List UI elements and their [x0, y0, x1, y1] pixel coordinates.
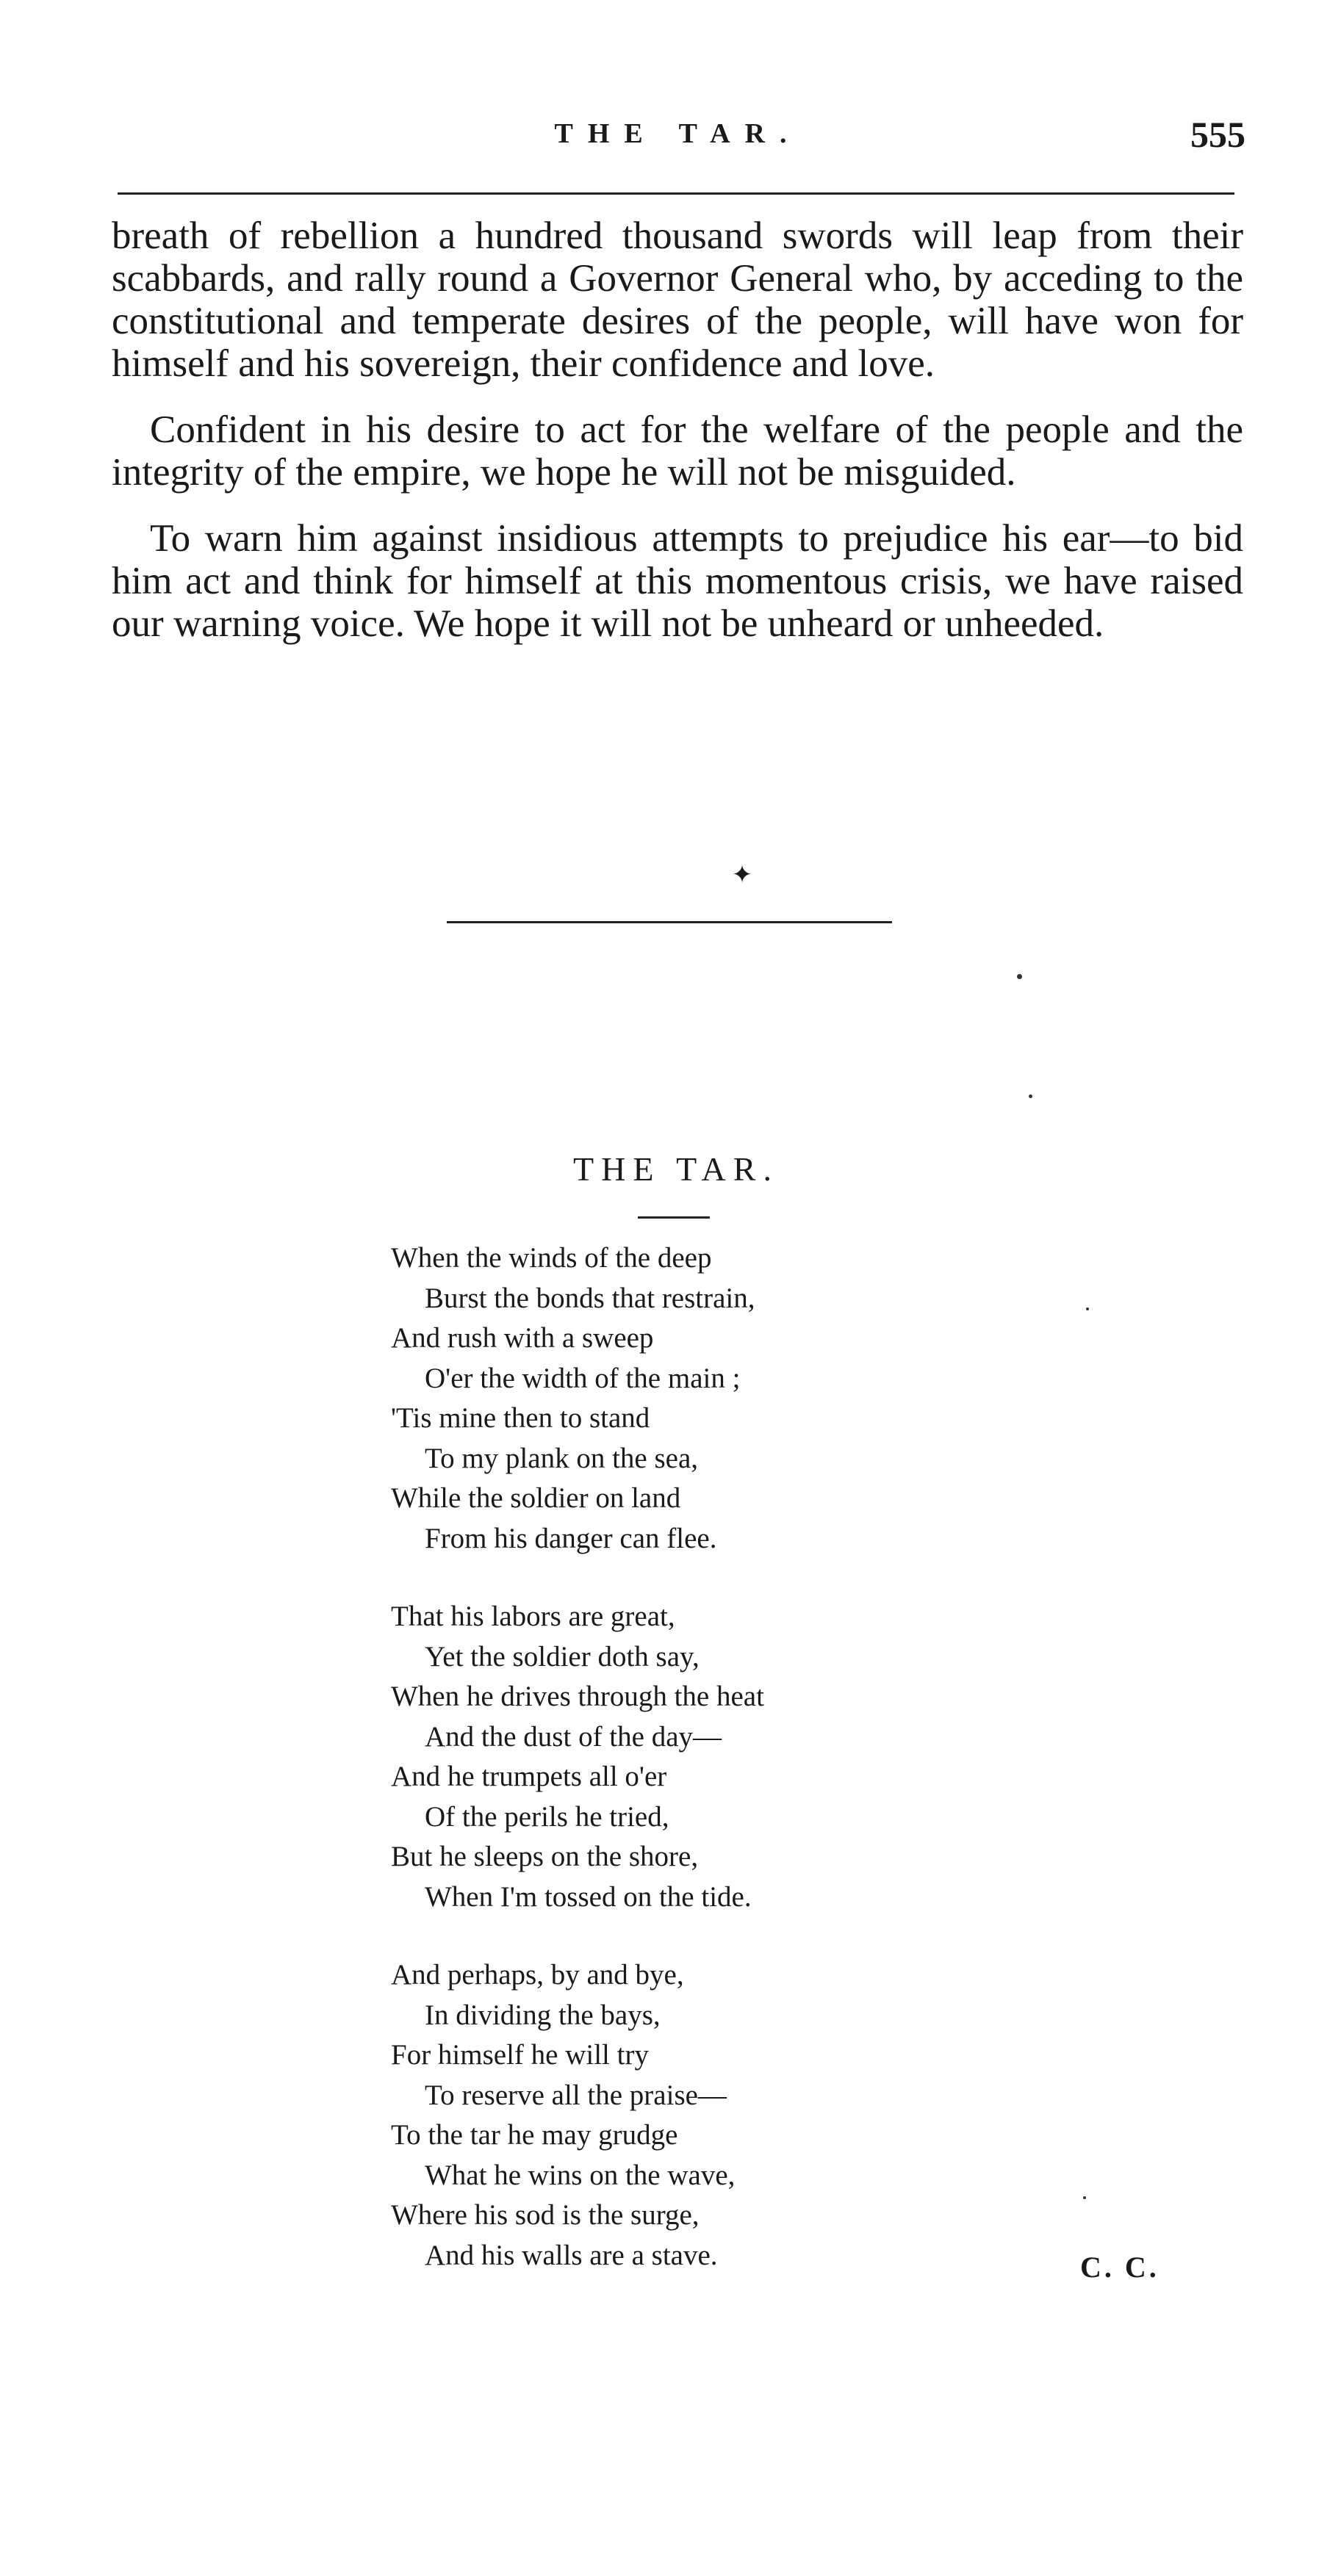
poem-title: THE TAR. — [573, 1150, 779, 1188]
poem-line: And the dust of the day— — [425, 1720, 722, 1753]
poem-line: What he wins on the wave, — [425, 2159, 736, 2191]
poem-line: Of the perils he tried, — [425, 1800, 669, 1833]
poem-line: For himself he will try — [391, 2039, 649, 2071]
ink-speck — [1029, 1094, 1032, 1098]
poem-line: While the soldier on land — [391, 1482, 681, 1514]
header-rule — [118, 192, 1234, 195]
poem-line: To my plank on the sea, — [425, 1442, 699, 1474]
stanza-2 — [391, 1597, 979, 1917]
poem-line: Yet the soldier doth say, — [425, 1640, 700, 1673]
stanza-1 — [391, 1238, 979, 1559]
poem-line: From his danger can flee. — [425, 1522, 717, 1554]
poem-line: And he trumpets all o'er — [391, 1761, 667, 1792]
poem-title-rule — [638, 1216, 710, 1219]
poem-line: In dividing the bays, — [425, 1999, 661, 2031]
paragraph-3: To warn him against insidious attempts to prejudice his ear—to bid him act and think for himself at this momentous crisis, we have raised our warning voice. We hope it will not be unheard or unheeded. — [112, 517, 1243, 645]
poem-line: That his labors are great, — [391, 1601, 675, 1632]
page-number: 555 — [1190, 114, 1245, 155]
poem-line: And his walls are a stave. — [425, 2239, 718, 2271]
ink-speck — [1017, 974, 1022, 979]
poem-signature: C. C. — [1080, 2251, 1160, 2284]
poem-line: To the tar he may grudge — [391, 2119, 678, 2151]
ornament-icon: ✦ — [731, 862, 753, 889]
poem-line: 'Tis mine then to stand — [391, 1402, 650, 1434]
poem-line: When I'm tossed on the tide. — [425, 1880, 752, 1913]
poem-line: O'er the width of the main ; — [425, 1362, 741, 1394]
poem-line: To reserve all the praise— — [425, 2079, 727, 2111]
poem-line: Where his sod is the surge, — [391, 2199, 700, 2231]
paragraph-1: breath of rebellion a hundred thousand swords will leap from their scabbards, and rally round a Governor General who, by acceding to the constitutional and temperate desires of the people, will have won for himself and his sovereign, their confidence and love. — [112, 214, 1243, 385]
poem-line: And rush with a sweep — [391, 1322, 654, 1354]
ink-speck — [1086, 1307, 1089, 1310]
poem-line: When the winds of the deep — [391, 1242, 712, 1274]
ink-speck — [1083, 2196, 1086, 2199]
poem-line: But he sleeps on the shore, — [391, 1841, 699, 1872]
running-header — [110, 114, 1245, 162]
poem-line: And perhaps, by and bye, — [391, 1959, 684, 1991]
poem-line: When he drives through the heat — [391, 1681, 764, 1712]
prose-section — [112, 214, 1243, 668]
poem-body — [391, 1238, 979, 2314]
paragraph-2: Confident in his desire to act for the welfare of the people and the integrity of the empire, we hope he will not be misguided. — [112, 408, 1243, 494]
running-title: THE TAR. — [554, 118, 802, 149]
section-separator-rule — [447, 921, 892, 923]
stanza-3 — [391, 1955, 979, 2276]
poem-line: Burst the bonds that restrain, — [425, 1282, 755, 1314]
